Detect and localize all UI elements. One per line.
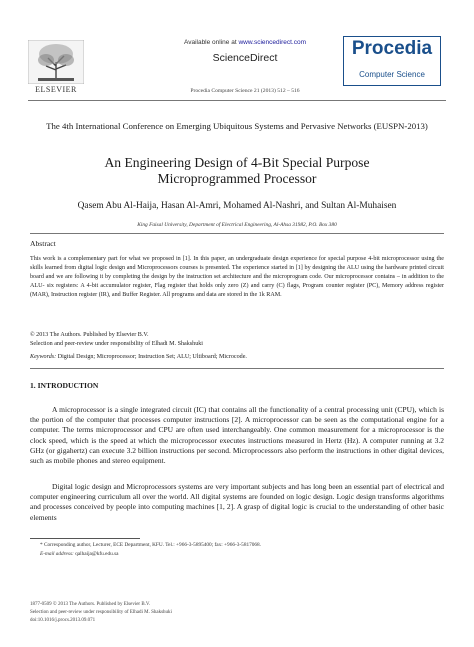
keywords-line bbox=[30, 354, 444, 360]
doi-line: doi:10.1016/j.procs.2013.09.071 bbox=[30, 618, 96, 623]
availability-line bbox=[130, 39, 360, 46]
issn-line: 1877-0509 © 2013 The Authors. Published by Elsevier B.V. bbox=[30, 602, 151, 607]
conference-name: The 4th International Conference on Emerging Ubiquitous Systems and Pervasive Networks (EUSPN-2013) bbox=[46, 121, 428, 131]
procedia-logo-title: Procedia bbox=[351, 38, 433, 59]
journal-citation: Procedia Computer Science 21 (2013) 512 – 516 bbox=[190, 88, 300, 94]
abstract-top-rule bbox=[30, 233, 444, 234]
author-list: Qasem Abu Al-Haija, Hasan Al-Amri, Mohamed Al-Nashri, and Sultan Al-Muhaisen bbox=[77, 201, 397, 211]
header-rule bbox=[28, 100, 446, 101]
keywords-text: Digital Design; Microprocessor; Instruction Set; ALU; Ultiboard; Microcode. bbox=[56, 354, 247, 360]
available-prefix: Available online at bbox=[183, 39, 239, 46]
abstract-text: This work is a complementary part for what we proposed in [1]. In this paper, an undergraduate design experience for special purpose 4-bit microprocessor using the skills learned from digital logic design and Microprocessors courses is presented. The experience started in [1] by designing the ALU using the hardware printed circuit board and we are following it by completing the design by the instruction set architecture and the microprogram code. Our microprocessor contains – in addition to the ALU- six registers: A 4-bit accumulator register, Flag register that holds only zero (Z) and carry (C) flags, Program counter register (PC), Memory address register (MAR), Instruction register (IR), and Buffer Register. All programs and data are stored in the 1k RAM. bbox=[30, 256, 444, 298]
footnote-rule bbox=[30, 538, 140, 539]
paper-title bbox=[30, 155, 444, 187]
section-heading-introduction: 1. INTRODUCTION bbox=[30, 381, 99, 390]
publisher-logo-label: ELSEVIER bbox=[35, 85, 77, 94]
keywords-label: Keywords: bbox=[30, 354, 57, 360]
email-address: qalhaija@kfu.edu.sa bbox=[73, 551, 119, 557]
abstract-bottom-rule bbox=[30, 368, 444, 369]
abstract-heading: Abstract bbox=[30, 239, 56, 248]
peer-review-footer: Selection and peer-review under responsibility of Elhadi M. Shakshuki bbox=[30, 610, 172, 615]
affiliation: King Faisal University, Department of Electrical Engineering, Al-Ahsa 31982, P.O. Box 380 bbox=[137, 222, 337, 228]
peer-review-line: Selection and peer-review under responsibility of Elhadi M. Shakshuki bbox=[30, 341, 204, 347]
copyright-line: © 2013 The Authors. Published by Elsevier B.V. bbox=[30, 332, 149, 338]
paper-title-line1: An Engineering Design of 4-Bit Special Purpose bbox=[104, 155, 370, 170]
sciencedirect-link[interactable]: www.sciencedirect.com bbox=[238, 39, 306, 46]
email-footnote bbox=[40, 551, 444, 557]
introduction-paragraph-1: A microprocessor is a single integrated circuit (IC) that contains all the functionality of a central processing unit (CPU), which is the portion of the computer that processes computer instructions [2]. A microprocessor can be seen as the computational engine for a computer. The terms microprocessor and CPU are often used interchangeably. One common measurement for a microprocessor is the clock speed, which is the speed at which the microprocessor executes instructions measured in Hertz (Hz). A computer running at 3.2 GHz (or gigahertz) can execute 3.2 billion instructions per second. Microprocessors also perform the instructions in other digital devices, such as mobile phones and stereo equipment. bbox=[30, 405, 444, 466]
introduction-paragraph-2: Digital logic design and Microprocessors systems are very important subjects and has long been an essential part of electrical and computer engineering curriculum all over the world. All digital systems are founded on logic design. Logic design transforms algorithms and processes conceived by people into computing machines [1, 2]. A grasp of digital logic is crucial to the understanding of other basic elements bbox=[30, 482, 444, 522]
elsevier-tree-logo-icon bbox=[28, 40, 84, 84]
sciencedirect-wordmark: ScienceDirect bbox=[212, 52, 278, 64]
corresponding-author-footnote: * Corresponding author, Lecturer, ECE Department, KFU. Tel.: +966-3-5895400; fax: +966-3-5817068. bbox=[40, 542, 262, 548]
procedia-logo-subtitle: Computer Science bbox=[359, 70, 425, 79]
email-label: E-mail address: bbox=[40, 551, 74, 557]
paper-title-line2: Microprogrammed Processor bbox=[157, 171, 317, 186]
